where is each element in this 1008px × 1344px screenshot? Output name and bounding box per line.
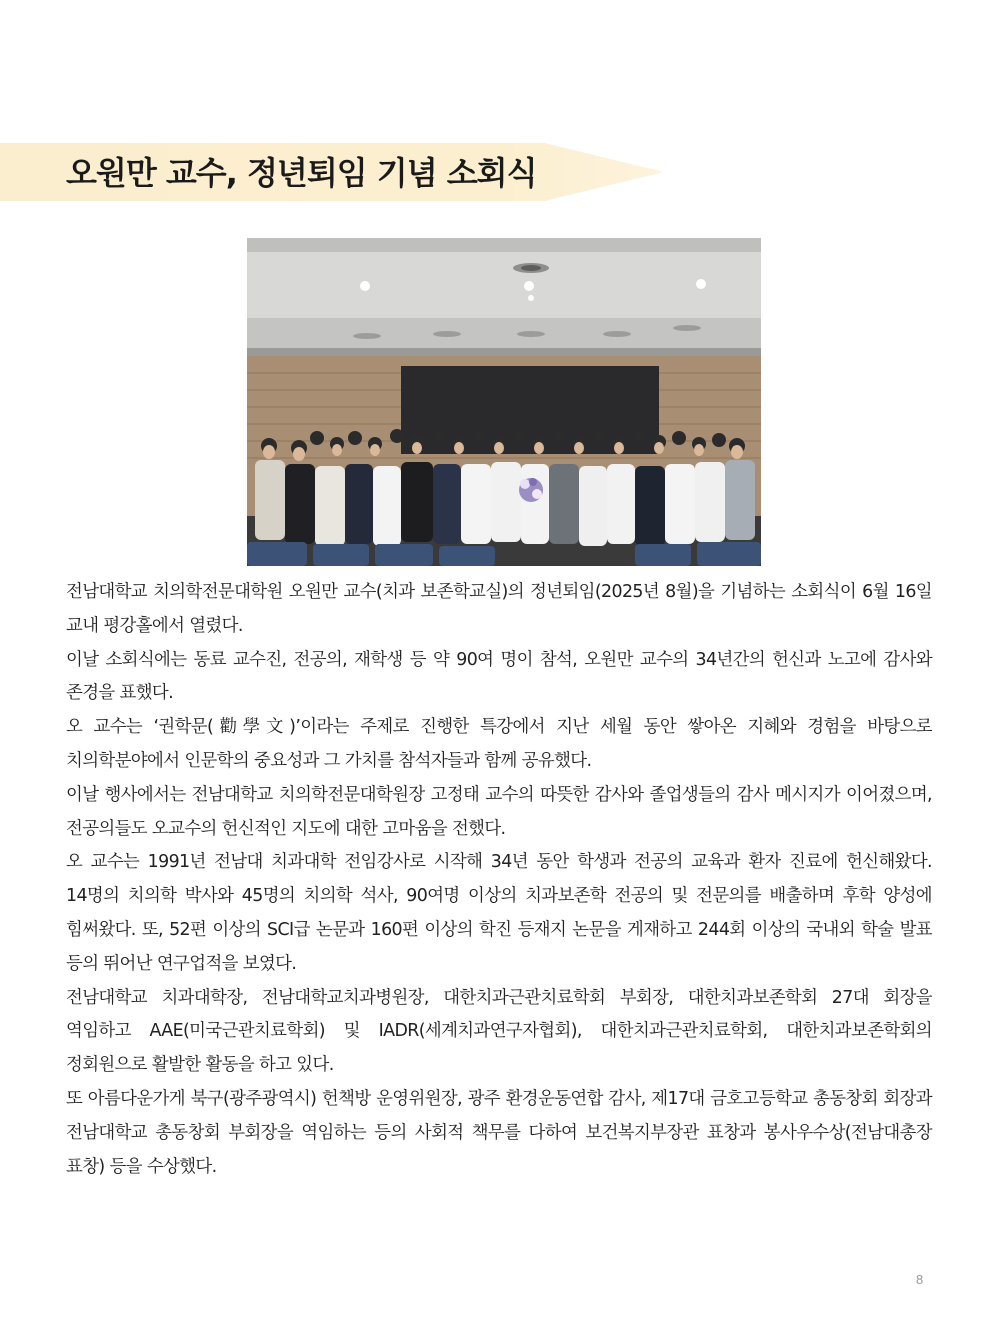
paragraph: 또 아름다운가게 북구(광주광역시) 헌책방 운영위원장, 광주 환경운동연합 감사, 제17대 금호고등학교 총동창회 회장과 전남대학교 총동창회 부회장을 역임하는 등의 사회적 책무를 다하여 보건복지부장관 표창과 봉사우수상(전남대총장 표창) 등을 수상했다. [66,1088,932,1177]
page-number: 8 [916,1272,924,1287]
paragraph: 이날 행사에서는 전남대학교 치의학전문대학원장 고정태 교수의 따뜻한 감사와 졸업생들의 감사 메시지가 이어졌으며, 전공의들도 오교수의 헌신적인 지도에 대한 고마움을 전했다. [66,784,932,839]
flower-bouquet [519,478,543,502]
auditorium-seats [247,542,761,566]
group-photo-illustration [247,238,761,566]
paragraph: 전남대학교 치과대학장, 전남대학교치과병원장, 대한치과근관치료학회 부회장, 대한치과보존학회 27대 회장을 역임하고 AAE(미국근관치료학회) 및 IADR(세계치과연구자협회), 대한치과근관치료학회, 대한치과보존학회의 정회원으로 활발한 활동을 하고 있다. [66,987,932,1076]
article-body [66,576,932,1184]
paragraph: 이날 소회식에는 동료 교수진, 전공의, 재학생 등 약 90여 명이 참석, 오원만 교수의 34년간의 헌신과 노고에 감사와 존경을 표했다. [66,649,932,704]
group-photo [247,238,761,566]
page-title: 오원만 교수, 정년퇴임 기념 소회식 [66,154,537,192]
paragraph: 오 교수는 1991년 전남대 치과대학 전임강사로 시작해 34년 동안 학생과 전공의 교육과 환자 진료에 헌신해왔다. 14명의 치의학 박사와 45명의 치의학 석사, 90여명 이상의 치과보존학 전공의 및 전문의를 배출하며 후학 양성에 힘써왔다. 또, 52편 이상의 SCI급 논문과 160편 이상의 학진 등재지 논문을 게재하고 244회 이상의 국내외 학술 발표 등의 뛰어난 연구업적을 보였다. [66,852,932,974]
paragraph: 전남대학교 치의학전문대학원 오원만 교수(치과 보존학교실)의 정년퇴임(2025년 8월)을 기념하는 소회식이 6월 16일 교내 평강홀에서 열렸다. [66,582,932,636]
crowd-bodies [255,460,755,546]
paragraph: 오 교수는 ‘권학문(勸學文)’이라는 주제로 진행한 특강에서 지난 세월 동안 쌓아온 지혜와 경험을 바탕으로 치의학분야에서 인문학의 중요성과 그 가치를 참석자들과 함께 공유했다. [66,717,932,771]
